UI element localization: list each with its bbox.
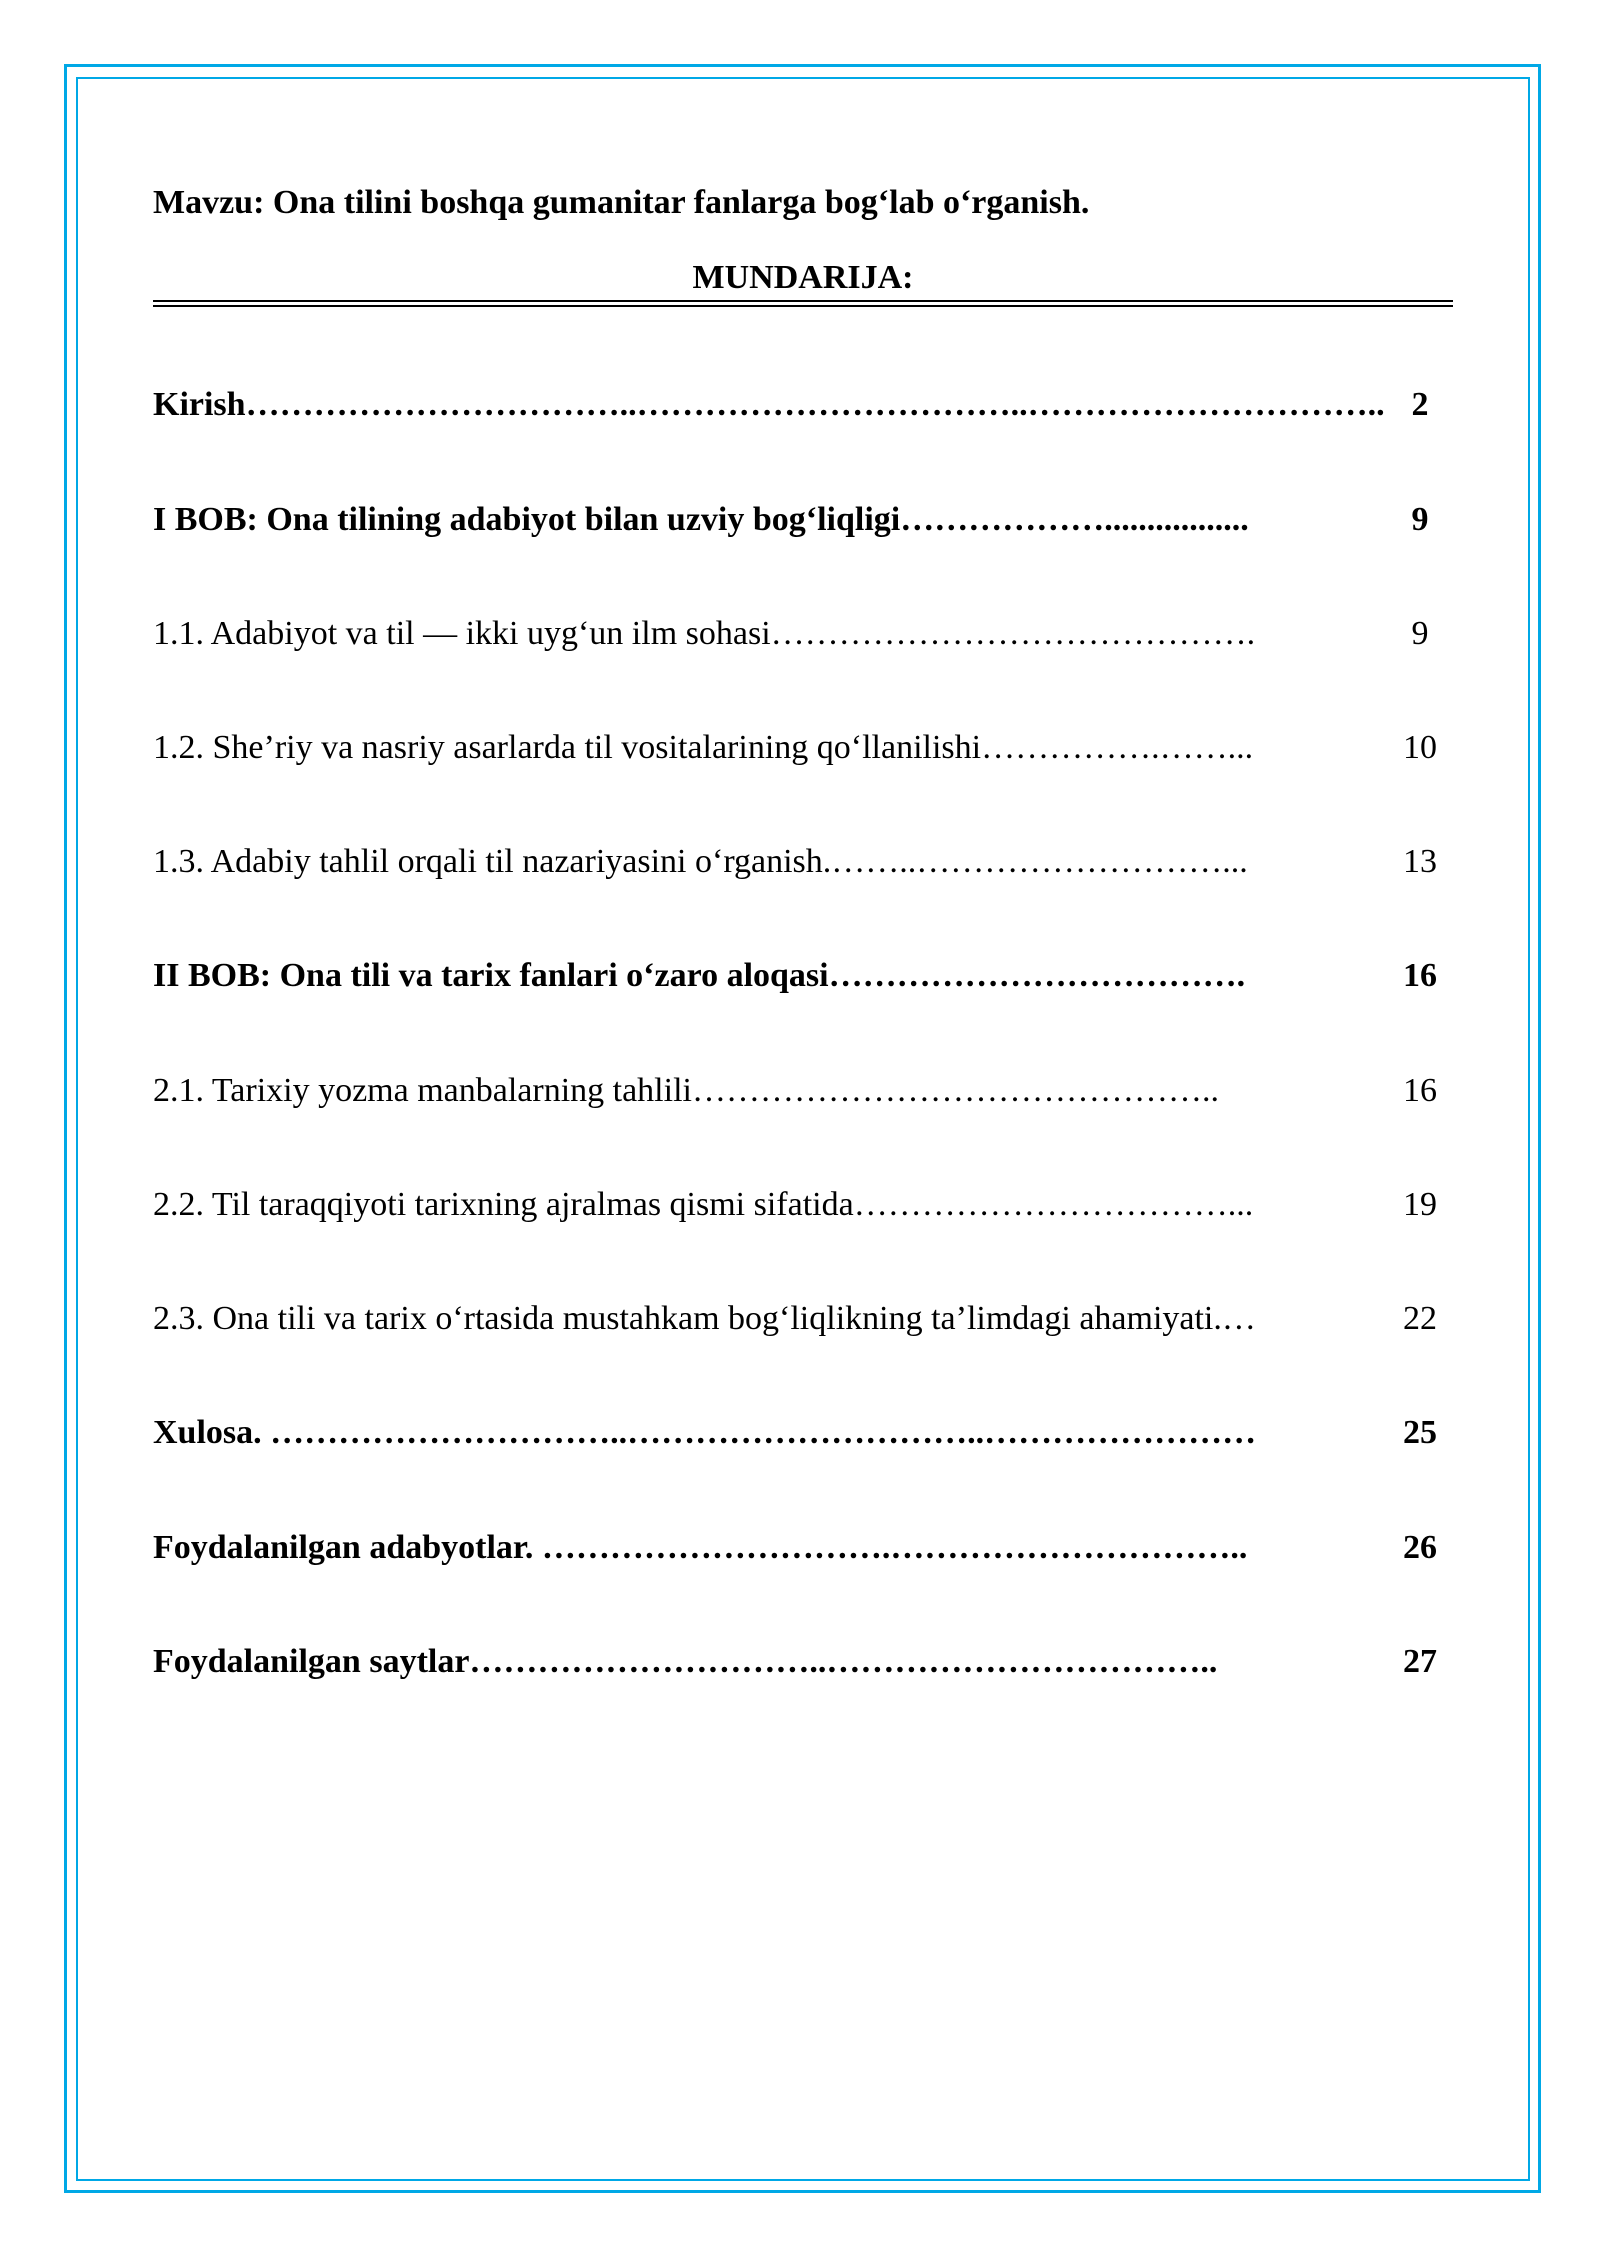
toc-entry [153,604,1453,664]
toc-entry [153,1403,1453,1463]
toc-entry [153,718,1453,778]
toc-entry [153,1175,1453,1235]
toc-entry-title: I BOB: Ona tilining adabiyot bilan uzviy bog‘liqligi………………................. [153,501,1249,538]
toc-entry-title: 2.1. Tarixiy yozma manbalarning tahlili……………………………………….. [153,1072,1219,1109]
toc-entry [153,1061,1453,1121]
contents-heading: MUNDARIJA: [692,259,914,296]
toc-entry-page: 2 [1411,386,1429,423]
toc-entry-title: Foydalanilgan adabyotlar. ………………………….………………………….. [153,1529,1248,1566]
heading-rule-top [153,300,1453,302]
toc-entry-page: 19 [1403,1186,1437,1223]
toc-entry-page: 22 [1403,1300,1437,1337]
toc-entry [153,946,1453,1006]
toc-entry-title: Kirish……………………………..……………………………..………………………….. [153,386,1385,423]
toc-entry [153,832,1453,892]
toc-entry-title: 2.2. Til taraqqiyoti tarixning ajralmas qismi sifatida……………………………... [153,1186,1254,1223]
heading-rule-bottom [153,305,1453,307]
toc-entry-page: 16 [1403,957,1437,994]
toc-entry-page: 25 [1403,1414,1437,1451]
toc-entry-title: II BOB: Ona tili va tarix fanlari o‘zaro aloqasi………………………………. [153,957,1246,994]
toc-entry-page: 10 [1403,729,1437,766]
toc-entry-title: 2.3. Ona tili va tarix o‘rtasida mustahkam bog‘liqlikning ta’limdagi ahamiyati.… [153,1300,1256,1337]
toc-entry [153,490,1453,550]
toc-entry [153,1289,1453,1349]
toc-entry-title: Xulosa. …………………………..…………………………..…………………… [153,1414,1257,1451]
toc-entry-page: 26 [1403,1529,1437,1566]
toc-entry-page: 13 [1403,843,1437,880]
toc-entry-title: 1.3. Adabiy tahlil orqali til nazariyasini o‘rganish.……..………………………... [153,843,1248,880]
toc-entry [153,375,1453,435]
toc-entry [153,1518,1453,1578]
toc-entry-title: Foydalanilgan saytlar…………………………..…………………………….. [153,1643,1218,1680]
document-topic: Mavzu: Ona tilini boshqa gumanitar fanlarga bog‘lab o‘rganish. [153,184,1090,221]
toc-entry-page: 9 [1411,615,1429,652]
toc-entry-page: 27 [1403,1643,1437,1680]
toc-entry-title: 1.2. She’riy va nasriy asarlarda til vositalarining qo‘llanilishi…………….……... [153,729,1254,766]
toc-entry-title: 1.1. Adabiyot va til — ikki uyg‘un ilm sohasi……………………………………. [153,615,1256,652]
toc-entry-page: 9 [1411,501,1429,538]
toc-entry [153,1632,1453,1692]
toc-entry-page: 16 [1403,1072,1437,1109]
